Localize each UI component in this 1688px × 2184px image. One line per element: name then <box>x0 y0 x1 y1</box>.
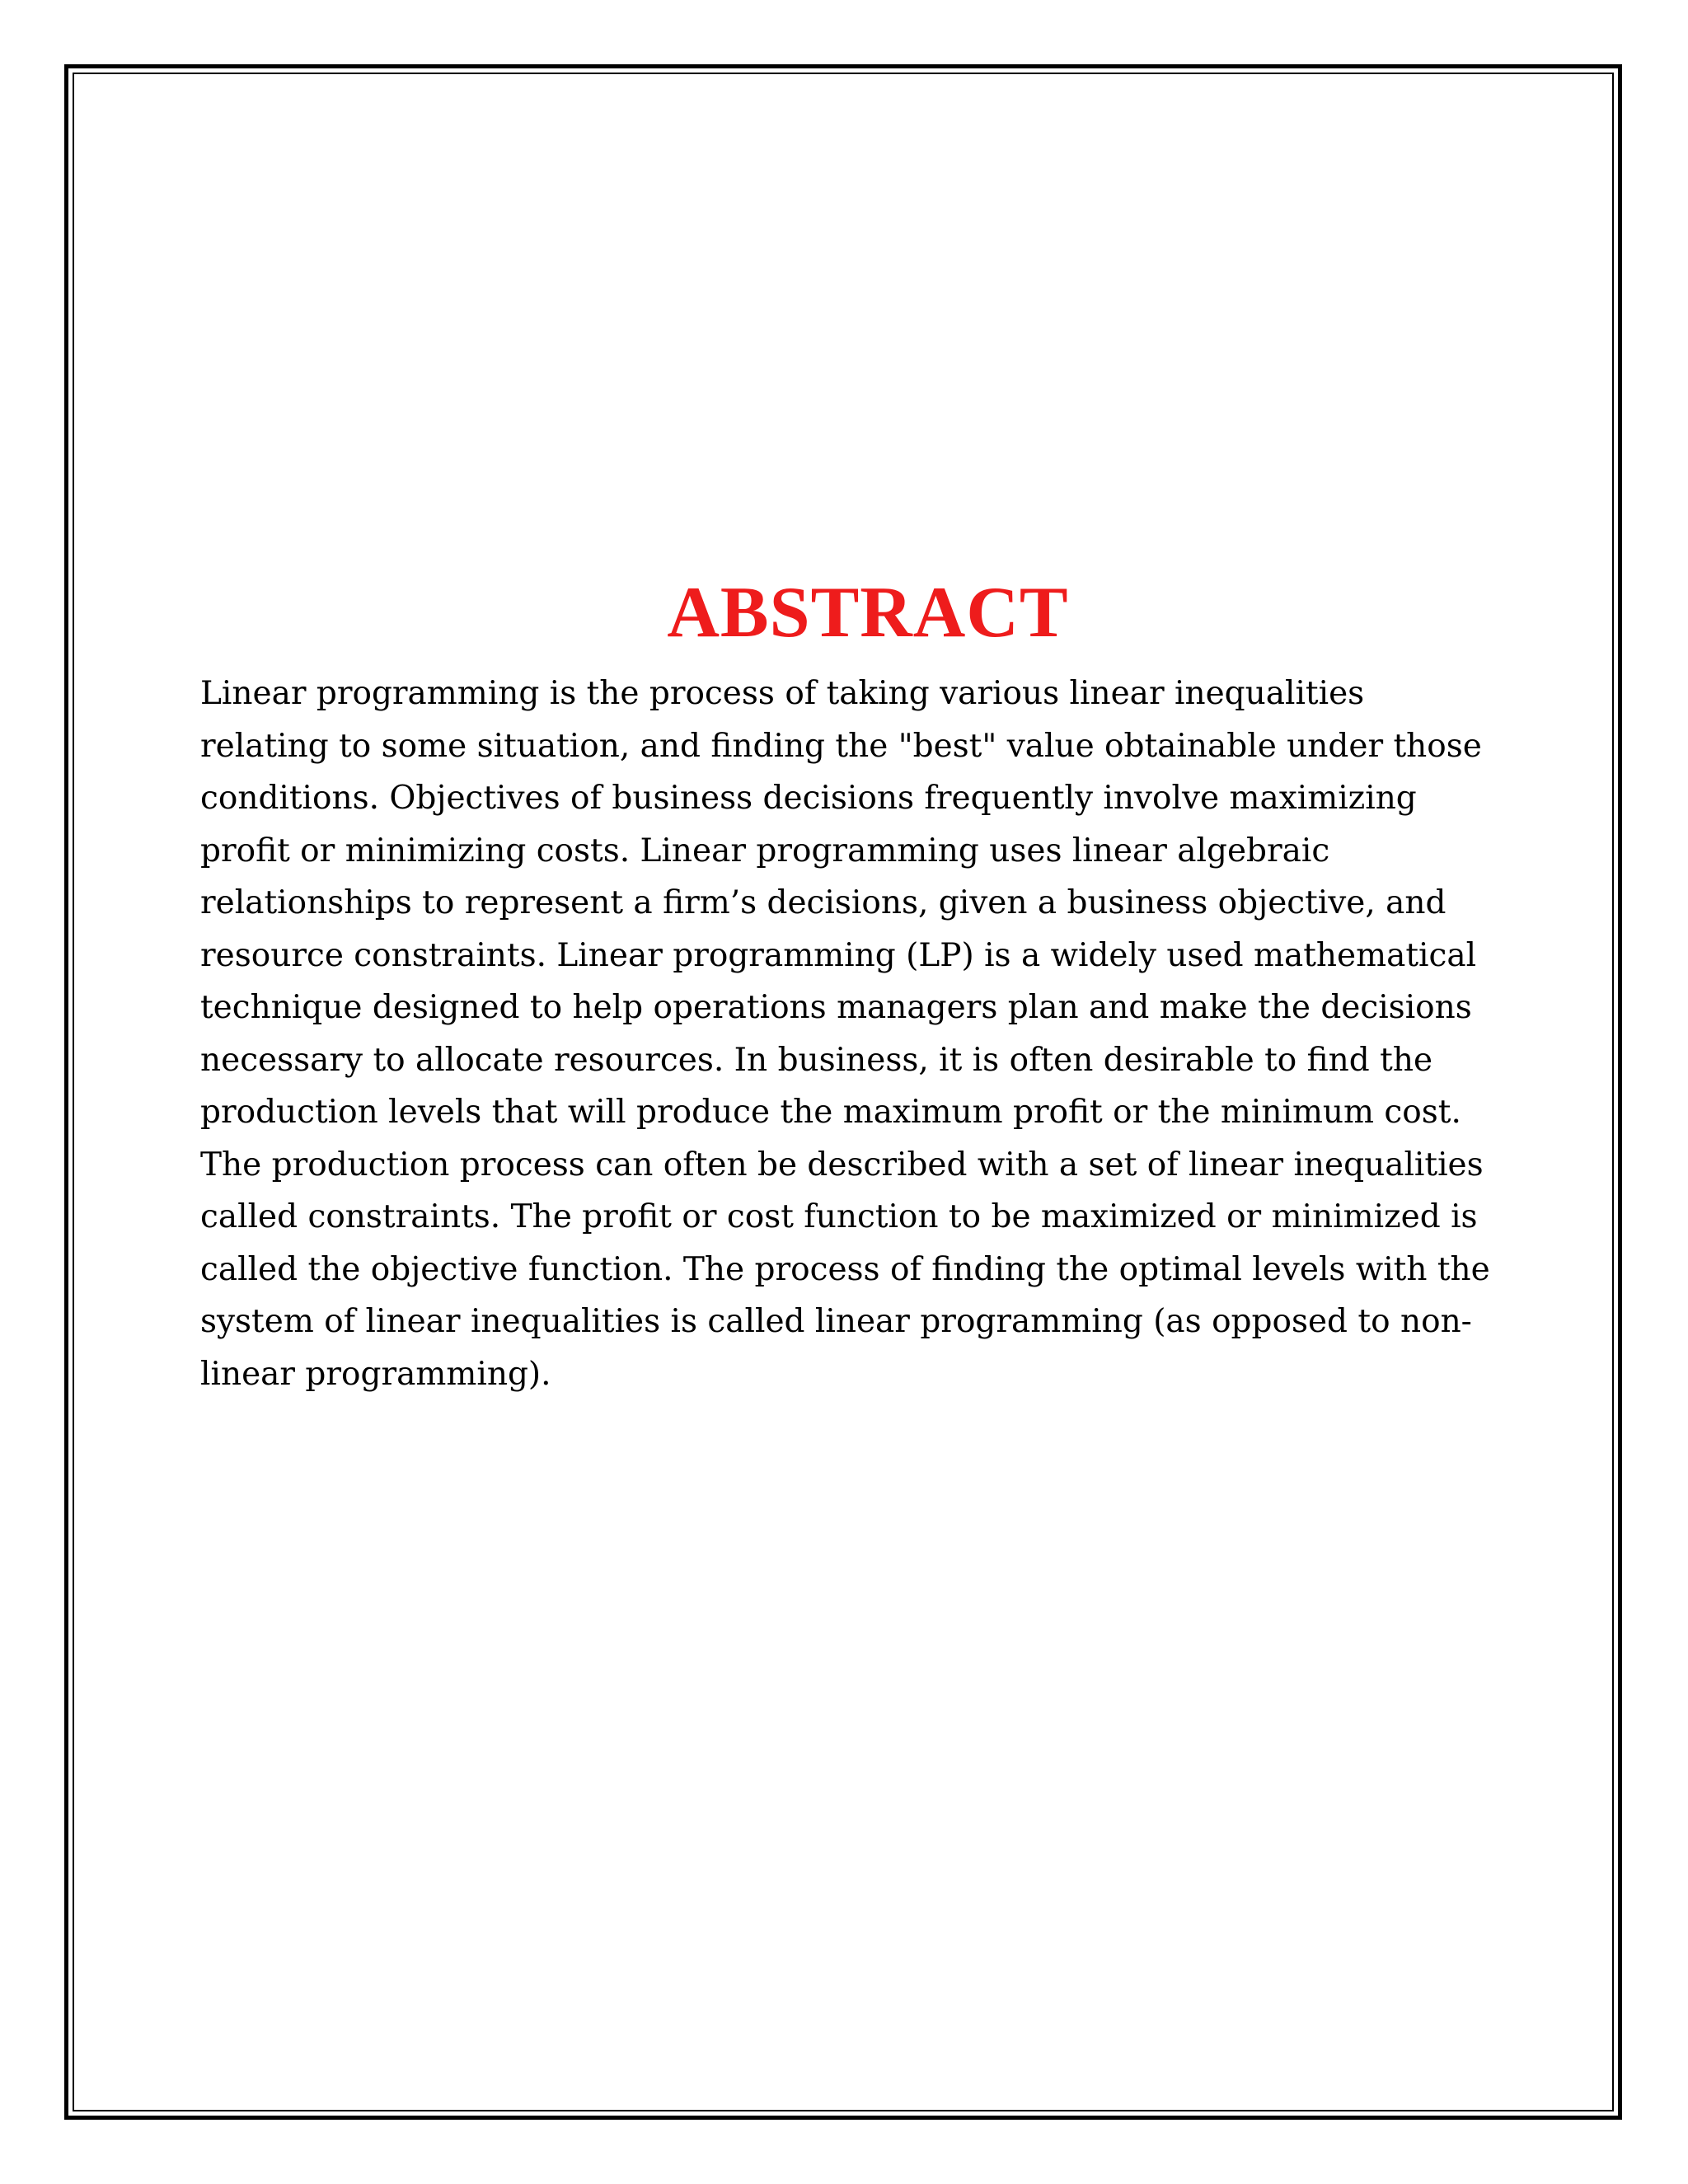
paragraph-line: system of linear inequalities is called linear programming (as opposed to non- <box>200 1303 1472 1340</box>
paragraph-line: called the objective function. The process of finding the optimal levels with the <box>200 1250 1490 1288</box>
paragraph-line: resource constraints. Linear programming (LP) is a widely used mathematical <box>200 936 1477 974</box>
paragraph-line: production levels that will produce the maximum profit or the minimum cost. <box>200 1094 1461 1131</box>
paragraph-line: called constraints. The profit or cost function to be maximized or minimized is <box>200 1198 1478 1235</box>
paragraph-line: conditions. Objectives of business decisions frequently involve maximizing <box>200 780 1417 817</box>
paragraph-line: profit or minimizing costs. Linear programming uses linear algebraic <box>200 832 1330 869</box>
paragraph-line: The production process can often be described with a set of linear inequalities <box>200 1146 1484 1183</box>
abstract-section <box>200 573 1503 1400</box>
paragraph-line: relationships to represent a firm’s decisions, given a business objective, and <box>200 884 1447 921</box>
abstract-paragraph <box>200 668 1503 1400</box>
paragraph-line: linear programming). <box>200 1355 551 1393</box>
paragraph-line: relating to some situation, and finding the "best" value obtainable under those <box>200 727 1482 765</box>
paragraph-line: necessary to allocate resources. In business, it is often desirable to find the <box>200 1041 1433 1079</box>
page-title: ABSTRACT <box>667 573 1069 653</box>
paragraph-line: Linear programming is the process of taking various linear inequalities <box>200 675 1365 712</box>
paragraph-line: technique designed to help operations managers plan and make the decisions <box>200 989 1472 1026</box>
